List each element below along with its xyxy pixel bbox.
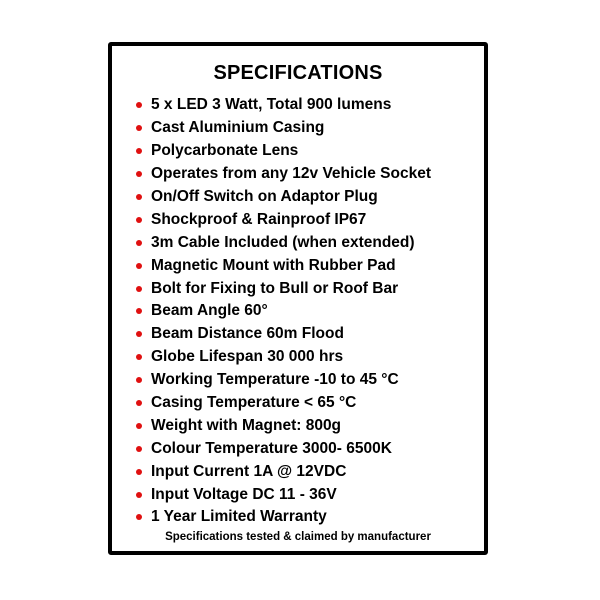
spec-item — [136, 140, 431, 163]
spec-item-label: Weight with Magnet: 800g — [151, 416, 342, 434]
bullet-dot-icon — [136, 354, 142, 360]
spec-item — [136, 300, 431, 323]
bullet-dot-icon — [136, 102, 142, 108]
bullet-dot-icon — [136, 514, 142, 520]
spec-item-label: Beam Distance 60m Flood — [151, 325, 344, 343]
bullet-dot-icon — [136, 377, 142, 383]
spec-item — [136, 346, 431, 369]
spec-item — [136, 437, 431, 460]
bullet-dot-icon — [136, 194, 142, 200]
specifications-card — [108, 42, 488, 555]
spec-item-label: Input Current 1A @ 12VDC — [151, 462, 347, 480]
spec-item-label: Polycarbonate Lens — [151, 142, 299, 160]
spec-item-label: On/Off Switch on Adaptor Plug — [151, 188, 378, 205]
spec-item — [136, 392, 431, 415]
bullet-dot-icon — [136, 331, 142, 337]
spec-item — [136, 323, 431, 346]
card-footer-note: Specifications tested & claimed by manufacturer — [165, 531, 431, 543]
spec-item — [136, 231, 431, 254]
spec-item — [136, 186, 431, 209]
spec-item — [136, 506, 431, 529]
bullet-dot-icon — [136, 286, 142, 292]
spec-item — [136, 117, 431, 140]
spec-item — [136, 254, 431, 277]
spec-item — [136, 414, 431, 437]
spec-list — [136, 94, 431, 529]
spec-item-label: Cast Aluminium Casing — [151, 119, 325, 137]
spec-item — [136, 460, 431, 483]
bullet-dot-icon — [136, 423, 142, 429]
spec-item — [136, 163, 431, 186]
card-title: SPECIFICATIONS — [213, 62, 383, 84]
bullet-dot-icon — [136, 263, 142, 269]
bullet-dot-icon — [136, 171, 142, 177]
spec-item — [136, 277, 431, 300]
spec-item — [136, 369, 431, 392]
spec-item-label: 3m Cable Included (when extended) — [151, 233, 415, 251]
bullet-dot-icon — [136, 400, 142, 406]
spec-item-label: Colour Temperature 3000- 6500K — [151, 439, 392, 457]
bullet-dot-icon — [136, 308, 142, 314]
spec-item — [136, 208, 431, 231]
spec-item-label: Operates from any 12v Vehicle Socket — [151, 165, 431, 183]
spec-item — [136, 483, 431, 506]
spec-item-label: Globe Lifespan 30 000 hrs — [151, 348, 344, 366]
bullet-dot-icon — [136, 446, 142, 452]
spec-item-label: 5 x LED 3 Watt, Total 900 lumens — [151, 96, 392, 114]
spec-item-label: Shockproof & Rainproof IP67 — [151, 210, 367, 228]
spec-item-label: Bolt for Fixing to Bull or Roof Bar — [151, 279, 399, 297]
spec-item-label: Input Voltage DC 11 - 36V — [151, 485, 337, 503]
spec-item-label: Working Temperature -10 to 45 °C — [151, 371, 399, 389]
bullet-dot-icon — [136, 148, 142, 154]
spec-item — [136, 94, 431, 117]
bullet-dot-icon — [136, 492, 142, 498]
spec-item-label: Beam Angle 60° — [151, 302, 268, 320]
bullet-dot-icon — [136, 469, 142, 475]
bullet-dot-icon — [136, 125, 142, 131]
spec-item-label: Casing Temperature < 65 °C — [151, 394, 357, 412]
bullet-dot-icon — [136, 240, 142, 246]
spec-item-label: Magnetic Mount with Rubber Pad — [151, 256, 396, 274]
bullet-dot-icon — [136, 217, 142, 223]
spec-item-label: 1 Year Limited Warranty — [151, 508, 327, 526]
